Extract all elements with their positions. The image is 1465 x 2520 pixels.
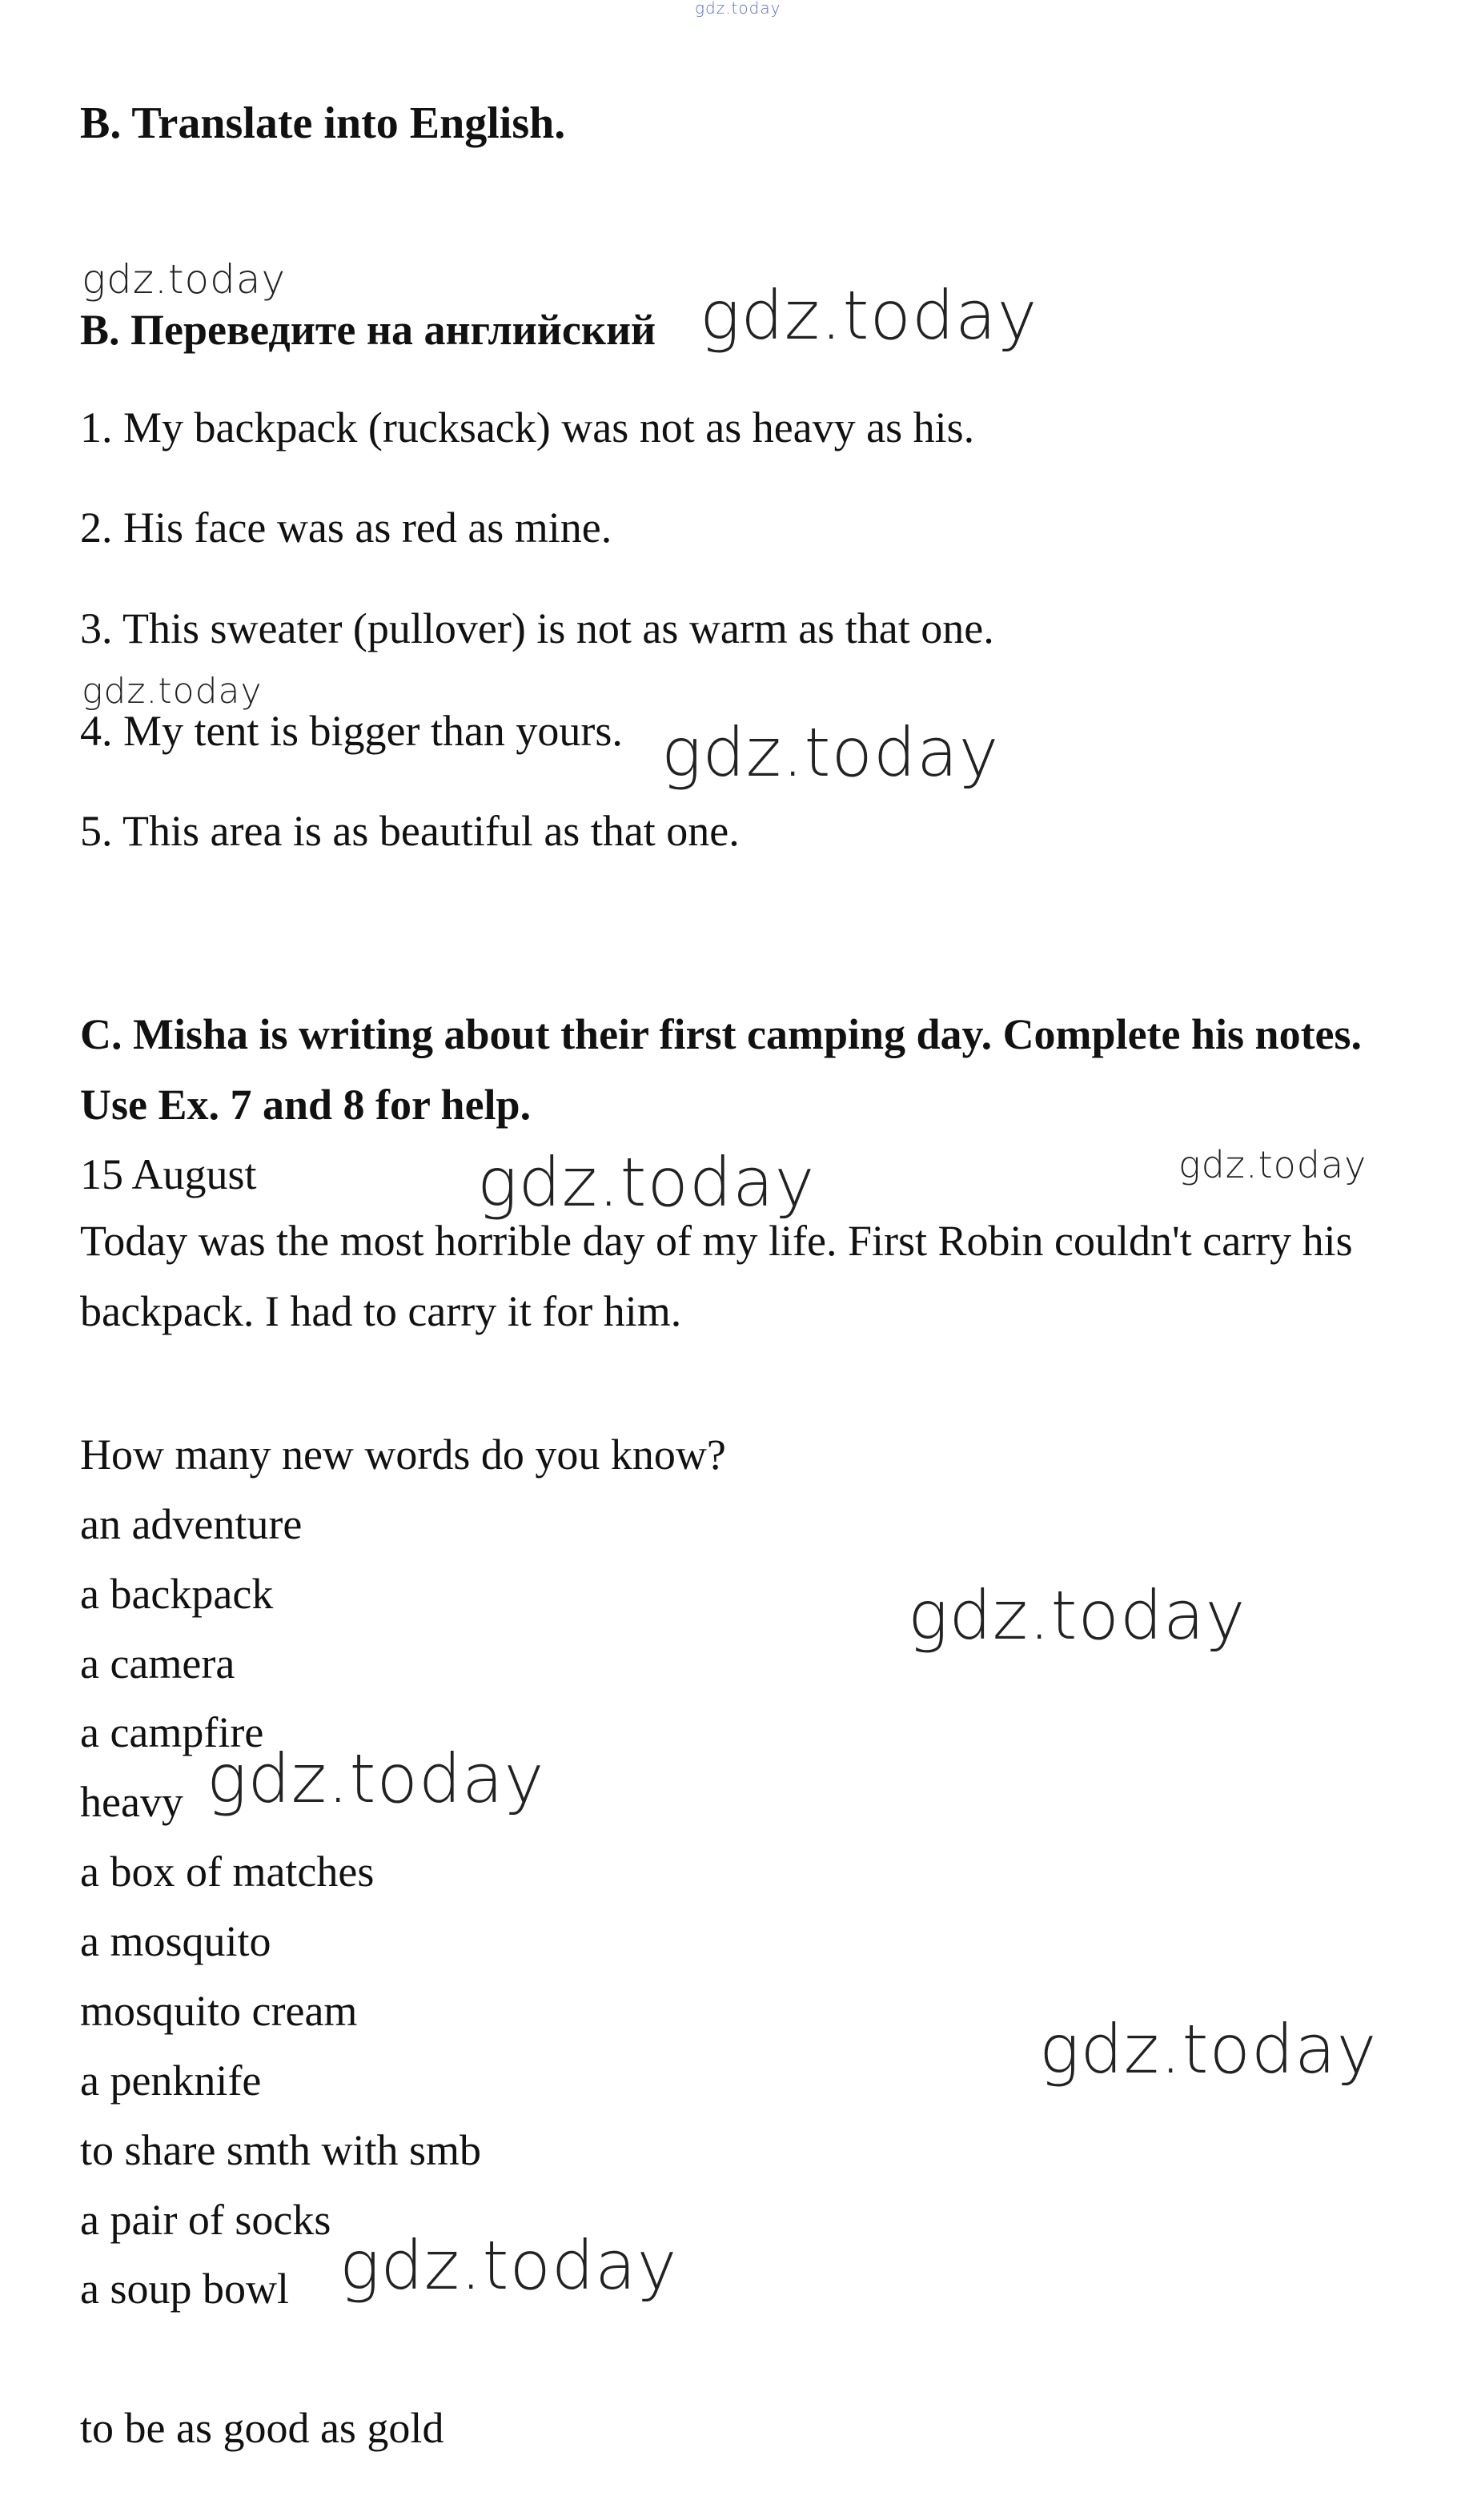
watermark: gdz.today [339, 2226, 678, 2305]
watermark: gdz.today [207, 1740, 545, 1818]
watermark: gdz.today [477, 1143, 816, 1222]
watermark: gdz.today [82, 671, 263, 712]
watermark: gdz.today [661, 713, 1000, 792]
vocabulary-word: an adventure [80, 1500, 303, 1548]
vocabulary-word: to share smth with smb [80, 2126, 481, 2174]
watermark: gdz.today [1178, 1143, 1367, 1186]
vocabulary-word: a penknife [80, 2057, 262, 2105]
vocabulary-word: mosquito cream [80, 1987, 358, 2035]
vocabulary-word: a backpack [80, 1570, 274, 1618]
notes-paragraph: Today was the most horrible day of my life. First Robin couldn't carry his backpack. I had to carry it for him. [80, 1217, 1353, 1335]
top-watermark: gdz.today [695, 0, 781, 18]
translation-item-4: 4. My tent is bigger than yours. [80, 707, 623, 755]
vocabulary-word: a pair of socks [80, 2196, 331, 2244]
vocabulary-word: a mosquito [80, 1917, 271, 1965]
notes-date: 15 August [80, 1150, 257, 1198]
vocabulary-word: a soup bowl [80, 2265, 289, 2313]
watermark: gdz.today [908, 1576, 1246, 1655]
watermark: gdz.today [700, 276, 1038, 355]
section-c-heading: C. Misha is writing about their first camping day. Complete his notes. Use Ex. 7 and 8 for help. [80, 1010, 1363, 1129]
translation-item-2: 2. His face was as red as mine. [80, 504, 612, 552]
section-b-russian-heading: В. Переведите на английский [80, 306, 656, 354]
translation-item-1: 1. My backpack (rucksack) was not as heavy as his. [80, 403, 975, 451]
vocabulary-word: a camera [80, 1639, 235, 1687]
translation-item-5: 5. This area is as beautiful as that one. [80, 807, 740, 855]
watermark: gdz.today [1039, 2010, 1378, 2089]
vocabulary-word: heavy [80, 1778, 183, 1826]
vocabulary-word: a campfire [80, 1708, 264, 1756]
section-b-heading: B. Translate into English. [80, 98, 566, 148]
watermark: gdz.today [82, 256, 287, 303]
vocabulary-word: a box of matches [80, 1848, 375, 1896]
translation-item-3: 3. This sweater (pullover) is not as warm as that one. [80, 604, 994, 652]
vocabulary-idiom: to be as good as gold [80, 2404, 444, 2452]
vocabulary-question: How many new words do you know? [80, 1431, 726, 1479]
